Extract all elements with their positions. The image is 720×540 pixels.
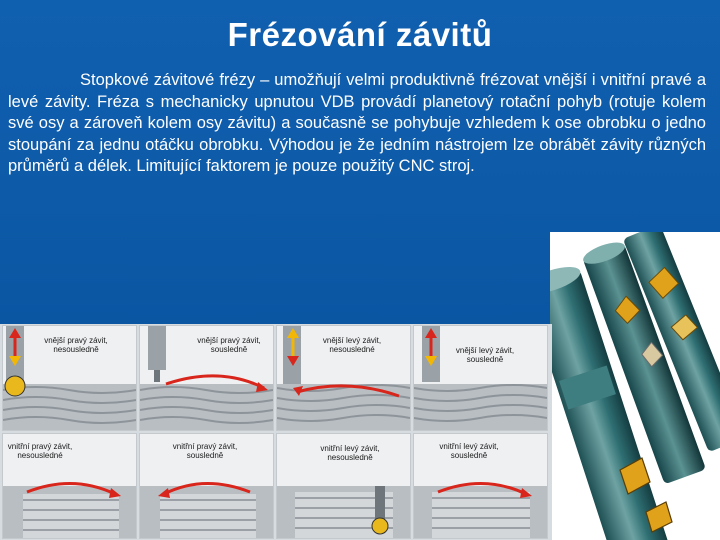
diagram-label-line1: vnější levý závit, [322,336,382,345]
diagram-label [434,442,504,460]
diagram-label-line1: vnější pravý závit, [44,336,108,345]
thread-mill-photo [550,232,720,540]
diagram-label-line1: vnitřní pravý závit, [7,442,73,451]
diagram-label-line2: sousledně [186,451,224,460]
diagram-label-line1: vnitřní pravý závit, [172,442,238,451]
diagram-label-line1: vnitřní levý závit, [320,444,380,453]
diagram-external-right-conventional [2,325,137,431]
diagram-external-right-climb [139,325,274,431]
diagram-label [194,336,264,354]
diagram-label-line1: vnitřní levý závit, [439,442,499,451]
diagram-label [315,444,385,462]
diagram-internal-right-conventional [2,433,137,539]
diagram-internal-left-climb [413,433,548,539]
diagram-label-line2: sousledně [466,355,504,364]
body-paragraph: Stopkové závitové frézy – umožňují velmi produktivně frézovat vnější i vnitřní pravé a levé závity. Fréza s mechanicky upnutou VDB provádí planetový rotační pohyb (rotuje kolem své osy a zároveň kolem osy závitu) a současně se pohybuje vzhledem k ose obrobku o jedno stoupání za jednu otáčku obrobku. Výhodou je že jedním nástrojem lze obrábět závity různých průměrů a délek. Limitující faktorem je pouze použitý CNC stroj. [8,71,706,175]
diagram-external-left-conventional [276,325,411,431]
slide-title: Frézování závitů [227,16,493,53]
diagram-label [41,336,111,354]
diagram-label [317,336,387,354]
diagram-label-line2: nesousledně [53,345,99,354]
diagram-label-line2: sousledně [210,345,248,354]
diagram-label-line1: vnější levý závit, [455,346,515,355]
diagram-label [450,346,520,364]
diagram-label-line2: nesousledně [327,453,373,462]
diagram-internal-left-conventional [276,433,411,539]
diagram-label-line2: sousledně [450,451,488,460]
diagram-label-line2: nesousledné [329,345,375,354]
diagram-external-left-climb [413,325,548,431]
diagram-label [5,442,75,460]
diagram-internal-right-climb [139,433,274,539]
diagram-label-line1: vnější pravý závit, [197,336,261,345]
diagram-label-line2: nesousledné [17,451,63,460]
diagram-label [170,442,240,460]
